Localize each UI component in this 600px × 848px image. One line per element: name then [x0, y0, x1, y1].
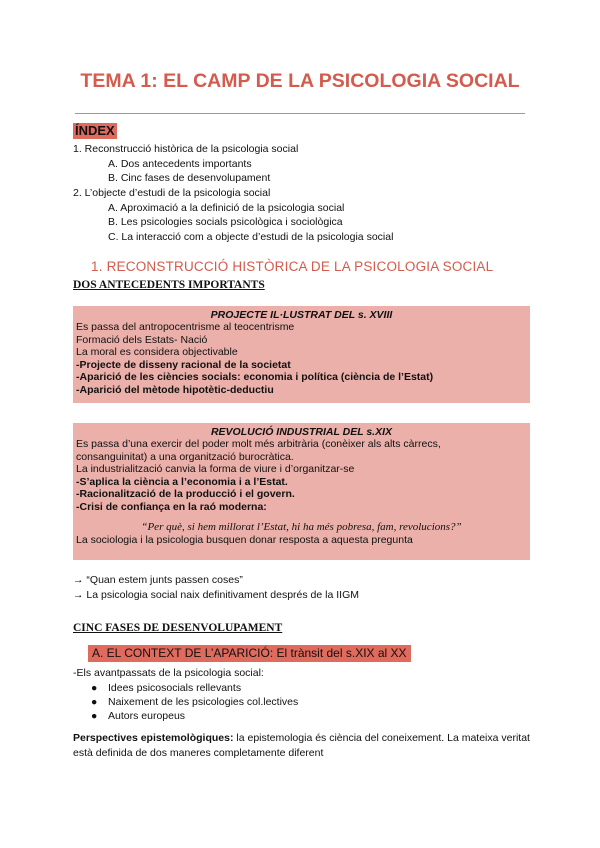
box-line: Formació dels Estats- Nació	[76, 333, 208, 346]
list-item: ● Autors europeus	[91, 710, 186, 722]
box-line-bold: -Projecte de disseny racional de la societat	[76, 358, 291, 371]
index-heading: ÍNDEX	[75, 123, 115, 138]
index-item: A. Aproximació a la definició de la psicologia social	[108, 202, 345, 214]
box-line: La moral es considera objectivable	[76, 346, 238, 359]
box-line-bold: -S’aplica la ciència a l’economia i a l’Estat.	[76, 475, 288, 488]
index-item: B. Cinc fases de desenvolupament	[108, 172, 271, 184]
index-item: 2. L’objecte d’estudi de la psicologia social	[73, 187, 271, 199]
section-heading: 1. RECONSTRUCCIÓ HISTÒRICA DE LA PSICOLOGIA SOCIAL	[91, 259, 494, 274]
page-title: TEMA 1: EL CAMP DE LA PSICOLOGIA SOCIAL	[80, 70, 520, 92]
subsection-heading: DOS ANTECEDENTS IMPORTANTS	[73, 279, 265, 291]
epistemology-text: la epistemologia és ciència del coneixement. La mateixa veritat està definida de dos maneres completamente diferent	[73, 732, 530, 759]
box-line: consanguinitat) a una organització burocràtica.	[76, 450, 294, 463]
index-item: A. Dos antecedents importants	[108, 158, 252, 170]
subsection-heading: CINC FASES DE DESENVOLUPAMENT	[73, 622, 283, 634]
list-item: ● Idees psicosocials rellevants	[91, 682, 242, 694]
index-item: B. Les psicologies socials psicològica i sociològica	[108, 216, 343, 228]
phase-a-heading: A. EL CONTEXT DE L’APARICIÓ: El trànsit del s.XIX al XX	[88, 645, 411, 662]
arrow-note: → “Quan estem junts passen coses”	[73, 574, 243, 586]
ancestors-intro: -Els avantpassats de la psicologia social:	[73, 667, 264, 679]
box-illustrated-project	[73, 306, 530, 403]
box-line: La industrialització canvia la forma de viure i d’organitzar-se	[76, 463, 355, 476]
epistemology-label: Perspectives epistemològiques:	[73, 732, 234, 744]
box-line: Es passa del antropocentrisme al teocentrisme	[76, 321, 295, 333]
index-item: 1. Reconstrucció històrica de la psicologia social	[73, 143, 299, 155]
box-line-bold: -Aparició de les ciències socials: economia i política (ciència de l’Estat)	[76, 371, 434, 384]
bullet-icon: ●	[91, 696, 98, 708]
box-line: La sociologia i la psicologia busquen donar resposta a aquesta pregunta	[76, 533, 413, 546]
box-line-bold: -Aparició del mètode hipotètic-deductiu	[76, 383, 274, 396]
epistemology-paragraph	[73, 731, 533, 761]
box-title: REVOLUCIÓ INDUSTRIAL DEL s.XIX	[210, 426, 393, 438]
bullet-icon: ●	[91, 682, 98, 694]
box-title: PROJECTE IL·LUSTRAT DEL s. XVIII	[210, 309, 393, 321]
box-line-bold: -Racionalització de la producció i el govern.	[76, 488, 295, 501]
bullet-icon: ●	[91, 710, 98, 722]
arrow-note: → La psicologia social naix definitivament després de la IIGM	[73, 589, 359, 601]
box-line-bold: -Crisi de confiança en la raó moderna:	[76, 500, 267, 513]
box-industrial-revolution	[73, 423, 530, 560]
box-quote: “Per què, si hem millorat l’Estat, hi ha més pobresa, fam, revolucions?”	[141, 520, 462, 533]
title-divider	[75, 113, 525, 114]
index-item: C. La interacció com a objecte d’estudi de la psicologia social	[108, 231, 394, 243]
box-line: Es passa d’una exercir del poder molt més arbitrària (conèixer als alts càrrecs,	[76, 438, 441, 450]
list-item: ● Naixement de les psicologies col.lectives	[91, 696, 299, 708]
